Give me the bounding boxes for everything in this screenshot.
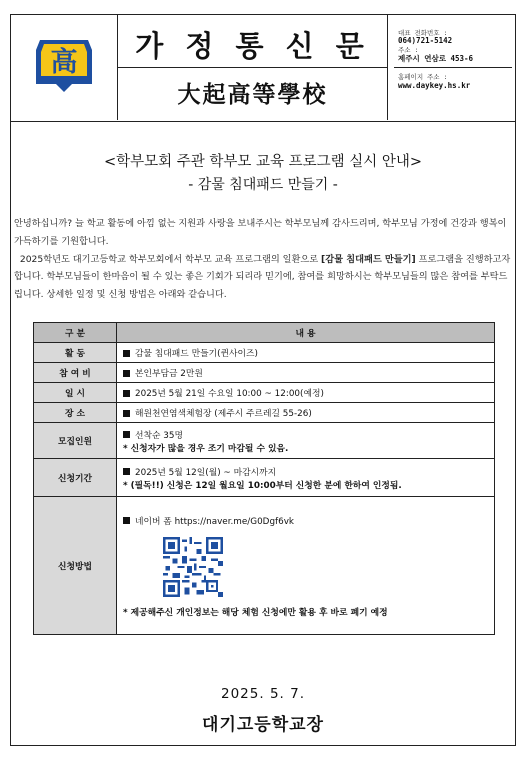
- address-value: 제주시 연삼로 453-6: [398, 54, 474, 63]
- program-details-table: [33, 322, 495, 635]
- title-cell: [118, 14, 388, 120]
- row-key: 일 시: [34, 383, 117, 403]
- activity-value: 감물 침대패드 만들기(퀸사이즈): [135, 349, 258, 359]
- row-key: 모집인원: [34, 423, 117, 459]
- principal-signature: 대기고등학교장: [202, 715, 324, 735]
- row-value: [117, 363, 495, 383]
- logo-cell: [10, 14, 118, 120]
- privacy-note: * 제공해주신 개인정보는 해당 체험 신청에만 활용 후 바로 폐기 예정: [123, 607, 388, 618]
- qr-code-icon[interactable]: [163, 535, 223, 599]
- phone-value: 064)721-5142: [398, 36, 453, 45]
- period-value: 2025년 5월 12일(월) ~ 마감시까지: [135, 467, 277, 478]
- notice-title: <학부모회 주관 학부모 교육 프로그램 실시 안내>: [103, 154, 423, 170]
- notice-subtitle: - 감물 침대패드 만들기 -: [188, 177, 338, 193]
- row-value: [117, 459, 495, 497]
- title-divider: [118, 67, 387, 68]
- bullet-icon: [123, 390, 130, 397]
- header-category: 구 분: [34, 323, 117, 343]
- homepage-value: www.daykey.hs.kr: [398, 81, 471, 90]
- bullet-icon: [123, 468, 130, 475]
- table-header-row: [34, 323, 495, 343]
- row-key: 참 여 비: [34, 363, 117, 383]
- table-row: [34, 459, 495, 497]
- address-label: 주소 :: [398, 46, 419, 54]
- row-key: 신청기간: [34, 459, 117, 497]
- letterhead: [10, 14, 516, 122]
- method-value[interactable]: 네이버 폼 https://naver.me/G0Dgf6vk: [135, 516, 295, 527]
- period-note: * (필독!!) 신청은 12일 월요일 10:00부터 신청한 분에 한하여 인정됨.: [123, 480, 402, 491]
- info-divider: [394, 67, 512, 68]
- school-logo-icon: [32, 30, 96, 94]
- homepage-label: 홈페이지 주소 :: [398, 73, 448, 81]
- table-row: [34, 423, 495, 459]
- contact-info: [388, 14, 516, 120]
- program-text-a: 2025학년도 대기고등학교 학부모회에서 학부모 교육 프로그램의 일환으로: [19, 253, 322, 265]
- issue-date: 2025. 5. 7.: [221, 686, 305, 702]
- program-paragraph: [14, 251, 512, 304]
- row-key: 장 소: [34, 403, 117, 423]
- row-value: [117, 423, 495, 459]
- row-value: [117, 383, 495, 403]
- location-value: 해원천연염색체험장 (제주시 주르레길 55-26): [135, 409, 312, 419]
- newsletter-title: 가 정 통 신 문: [135, 29, 370, 63]
- table-row: [34, 497, 495, 635]
- row-value: [117, 343, 495, 363]
- greeting-paragraph: 안녕하십니까? 늘 학교 활동에 아낌 없는 지원과 사랑을 보내주시는 학부모님께 감사드리며, 학부모님 가정에 건강과 행복이 가득하기를 기원합니다.: [14, 218, 507, 247]
- bullet-icon: [123, 350, 130, 357]
- table-row: [34, 343, 495, 363]
- logo-char: 高: [50, 47, 78, 78]
- school-name: 大起高等學校: [177, 81, 328, 108]
- datetime-value: 2025년 5월 21일 수요일 10:00 ~ 12:00(예정): [135, 389, 324, 399]
- row-value: [117, 403, 495, 423]
- program-name-highlight: [감물 침대패드 만들기]: [321, 253, 416, 265]
- row-key: 활 동: [34, 343, 117, 363]
- bullet-icon: [123, 370, 130, 377]
- bullet-icon: [123, 431, 130, 438]
- phone-label: 대표 전화번호 :: [398, 29, 448, 37]
- header-content: 내 용: [117, 323, 495, 343]
- recruit-note: * 신청자가 많을 경우 조기 마감될 수 있음.: [123, 443, 289, 454]
- table-row: [34, 403, 495, 423]
- row-key: 신청방법: [34, 497, 117, 635]
- table-row: [34, 383, 495, 403]
- bullet-icon: [123, 517, 130, 524]
- table-row: [34, 363, 495, 383]
- row-value: [117, 497, 495, 635]
- notice-body: [14, 215, 512, 304]
- recruit-value: 선착순 35명: [135, 430, 183, 441]
- bullet-icon: [123, 410, 130, 417]
- program-text-c: 프로그램을 진행하고자 합니다. 학부모님들이 한마음이 될 수 있는 좋은 기회가 되리라 믿기에, 참여를 희망하시는 학부모님들의 많은 참여를 부탁드립니다. 상세한 일정 및 신청 방법은 아래와 같습니다.: [14, 253, 511, 301]
- fee-value: 본인부담금 2만원: [135, 369, 203, 379]
